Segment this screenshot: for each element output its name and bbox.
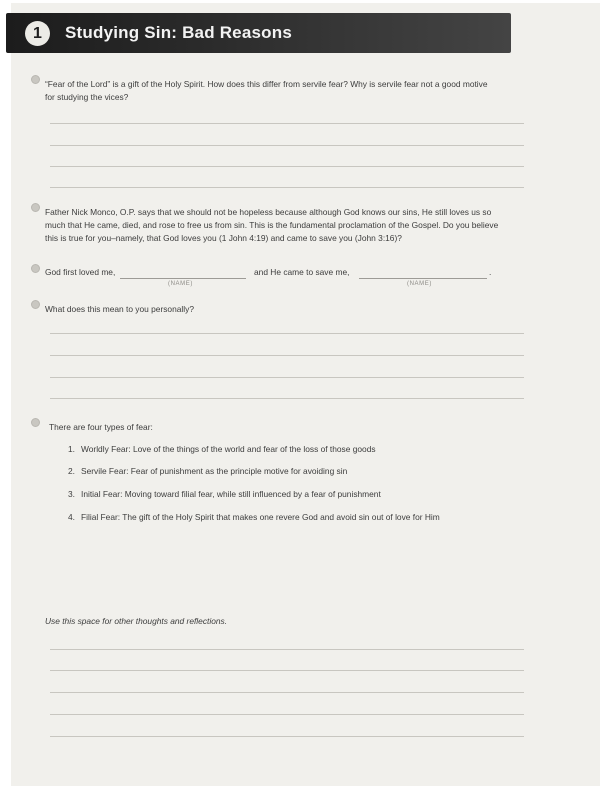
question-line: for studying the vices? bbox=[45, 92, 129, 103]
name-blank-1[interactable] bbox=[120, 278, 246, 279]
reflection-line[interactable] bbox=[50, 649, 524, 650]
name-caption-1: (NAME) bbox=[168, 281, 193, 287]
name-blank-2[interactable] bbox=[359, 278, 487, 279]
list-item-text: Initial Fear: Moving toward filial fear, while still influenced by a fear of punishment bbox=[81, 489, 381, 499]
fill-in-text-1: God first loved me, bbox=[45, 267, 116, 277]
list-item-number: 2. bbox=[68, 466, 75, 476]
list-item bbox=[68, 444, 376, 454]
fill-in-text-2: and He came to save me, bbox=[254, 267, 350, 277]
list-item-text: Worldly Fear: Love of the things of the world and fear of the loss of those goods bbox=[81, 444, 376, 454]
answer-line[interactable] bbox=[50, 355, 524, 356]
question-fear-of-lord bbox=[45, 78, 545, 104]
answer-line[interactable] bbox=[50, 398, 524, 399]
reflection-line[interactable] bbox=[50, 670, 524, 671]
reflection-line[interactable] bbox=[50, 714, 524, 715]
fear-types-intro: There are four types of fear: bbox=[49, 422, 153, 432]
question-god-loves-you bbox=[45, 206, 545, 246]
section-header-banner bbox=[6, 13, 511, 53]
section-number-badge: 1 bbox=[25, 21, 50, 46]
list-item-number: 3. bbox=[68, 489, 75, 499]
list-item bbox=[68, 512, 440, 522]
answer-line[interactable] bbox=[50, 187, 524, 188]
bullet-icon bbox=[31, 203, 40, 212]
list-item-text: Servile Fear: Fear of punishment as the principle motive for avoiding sin bbox=[81, 466, 348, 476]
bullet-icon bbox=[31, 300, 40, 309]
worksheet-page bbox=[11, 3, 600, 786]
question-line: much that He came, died, and rose to free us from sin. This is the fundamental proclamation of the Gospel. Do you believe bbox=[45, 220, 499, 231]
bullet-icon bbox=[31, 264, 40, 273]
section-title: Studying Sin: Bad Reasons bbox=[65, 23, 292, 42]
reflection-prompt: Use this space for other thoughts and reflections. bbox=[45, 616, 228, 626]
answer-line[interactable] bbox=[50, 377, 524, 378]
answer-line[interactable] bbox=[50, 145, 524, 146]
list-item-number: 4. bbox=[68, 512, 75, 522]
answer-line[interactable] bbox=[50, 123, 524, 124]
question-line: “Fear of the Lord” is a gift of the Holy Spirit. How does this differ from servile fear? Why is servile fear not a good motive bbox=[45, 79, 488, 89]
bullet-icon bbox=[31, 418, 40, 427]
list-item bbox=[68, 489, 381, 499]
question-personal-meaning: What does this mean to you personally? bbox=[45, 304, 194, 314]
fill-in-period: . bbox=[489, 267, 492, 277]
reflection-line[interactable] bbox=[50, 736, 524, 737]
name-caption-2: (NAME) bbox=[407, 281, 432, 287]
list-item-text: Filial Fear: The gift of the Holy Spirit that makes one revere God and avoid sin out of love for Him bbox=[81, 512, 440, 522]
list-item bbox=[68, 466, 347, 476]
answer-line[interactable] bbox=[50, 166, 524, 167]
answer-line[interactable] bbox=[50, 333, 524, 334]
list-item-number: 1. bbox=[68, 444, 75, 454]
question-line: Father Nick Monco, O.P. says that we should not be hopeless because although God knows our sins, He still loves us so bbox=[45, 207, 492, 217]
reflection-line[interactable] bbox=[50, 692, 524, 693]
bullet-icon bbox=[31, 75, 40, 84]
question-line: this is true for you–namely, that God loves you (1 John 4:19) and came to save you (John 3:16)? bbox=[45, 233, 402, 244]
